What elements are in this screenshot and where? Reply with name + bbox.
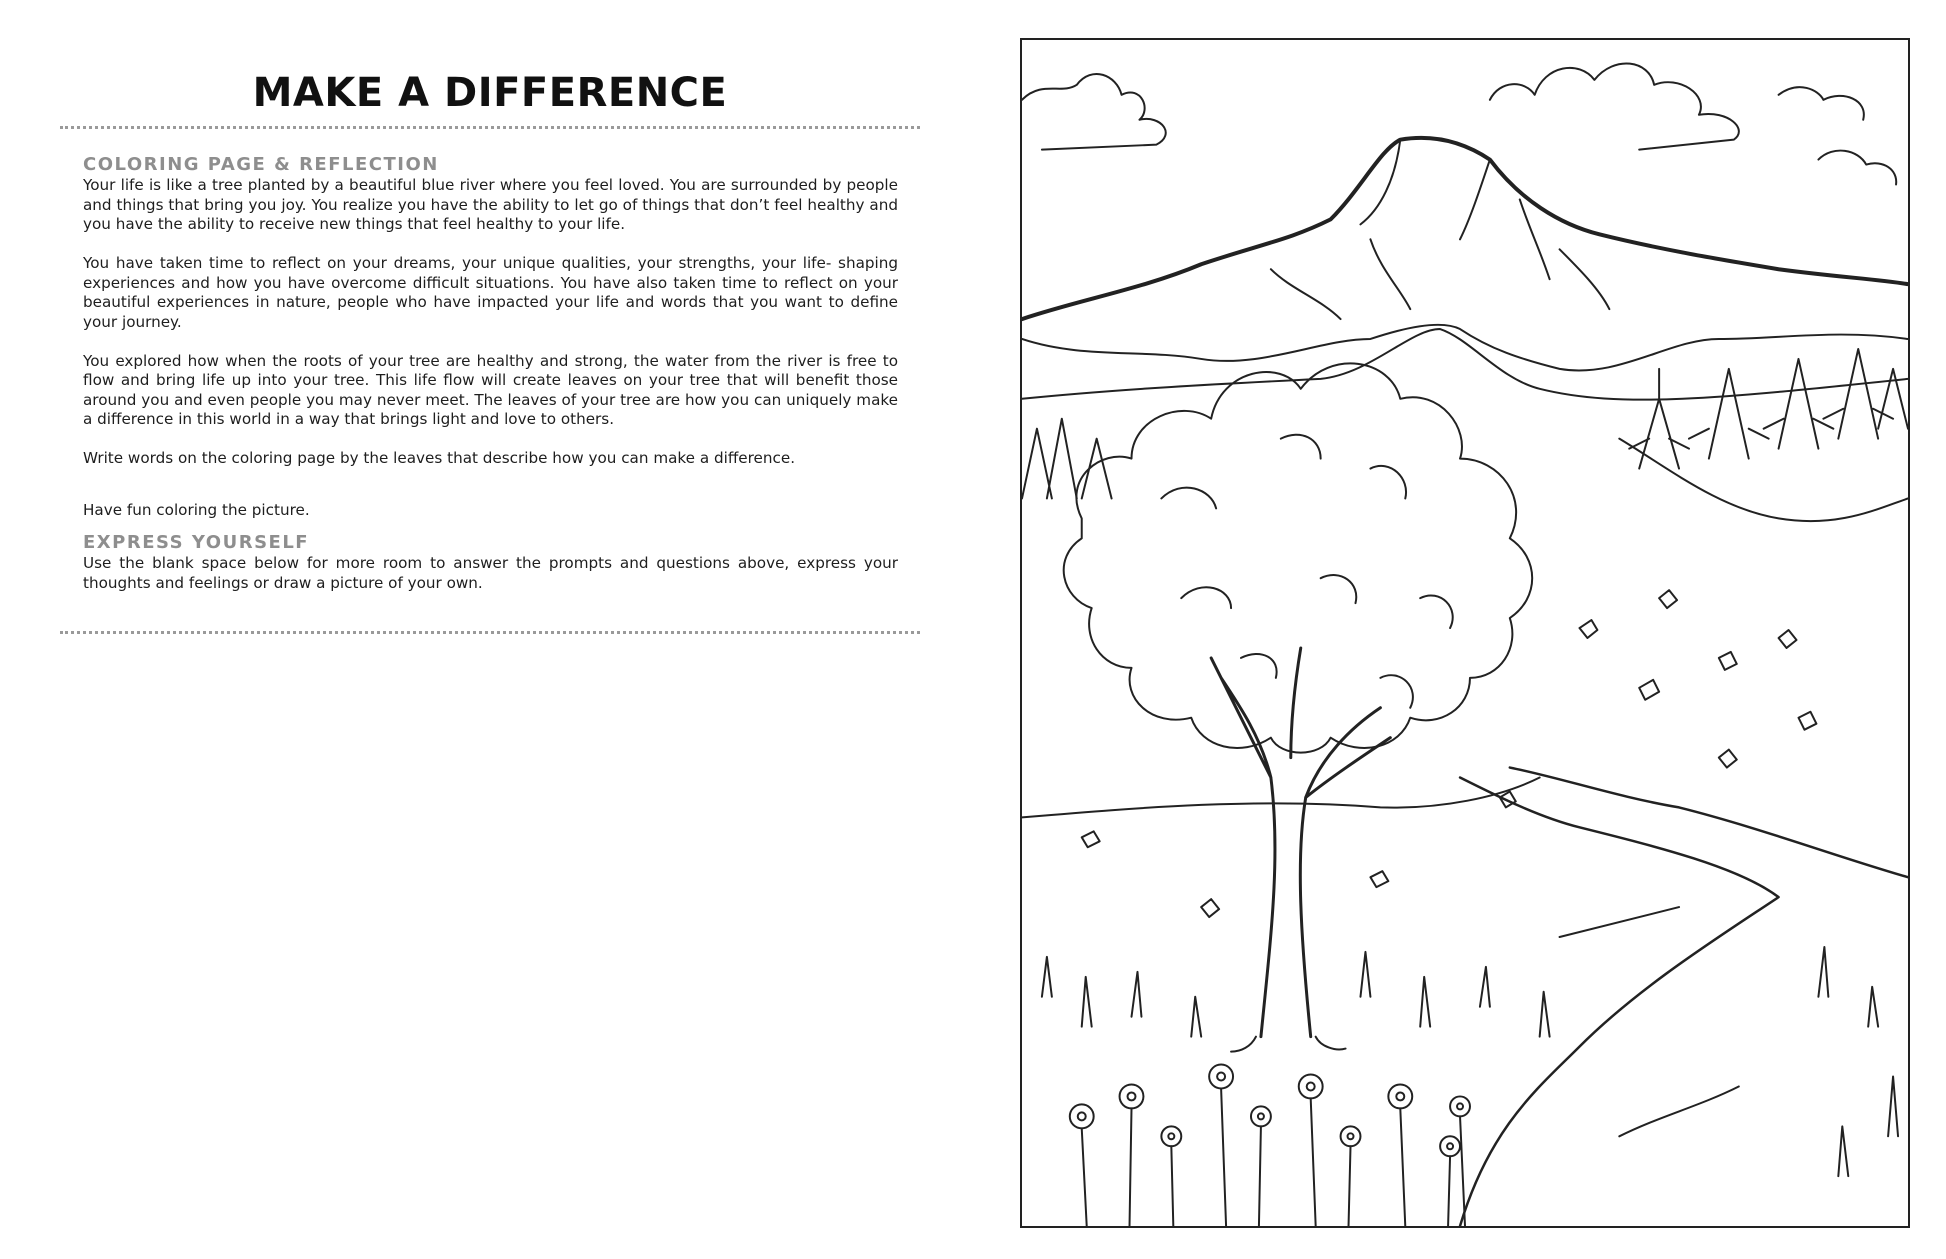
- reflection-paragraph-3: You explored how when the roots of your tree are healthy and strong, the water from the river is free to flow and bring life up into your tree. This life flow will create leaves on your tree that will benefit those around you and even people you may never meet. The leaves of your tree are how you can uniquely make a difference in this world in a way that brings light and love to others.: [83, 351, 898, 428]
- falling-leaves-icon: [1082, 590, 1817, 917]
- coloring-page-frame: [1020, 38, 1910, 1228]
- cloud-left-icon: [1022, 74, 1166, 150]
- reflection-page: [0, 0, 960, 1259]
- top-divider: [60, 126, 920, 129]
- tree-landscape-illustration: [1022, 40, 1908, 1226]
- reflection-paragraph-2: You have taken time to reflect on your dreams, your unique qualities, your strengths, your life- shaping experiences and how you have overcome difficult situations. You have also taken time to reflect on your beautiful experiences in nature, people who have impacted your life and words that you want to define your journey.: [83, 254, 898, 331]
- pine-trees-right-icon: [1629, 349, 1908, 469]
- cloud-right-icon: [1490, 63, 1739, 149]
- reflection-paragraph-5: Have fun coloring the picture.: [83, 500, 310, 519]
- reflection-paragraph-4: Write words on the coloring page by the leaves that describe how you can make a difference.: [83, 449, 796, 467]
- pine-trees-left-icon: [1022, 419, 1112, 499]
- express-heading: EXPRESS YOURSELF: [83, 532, 310, 553]
- reflection-heading: COLORING PAGE & REFLECTION: [83, 154, 439, 175]
- river-icon: [1460, 778, 1779, 1226]
- page-title: MAKE A DIFFERENCE: [252, 70, 728, 116]
- grass-icon: [1042, 947, 1898, 1176]
- reflection-paragraph-1: Your life is like a tree planted by a beautiful blue river where you feel loved. You are surrounded by people and things that bring you joy. You realize you have the ability to let go of things that don’t feel healthy and you have the ability to receive new things that feel healthy to your life.: [83, 176, 898, 233]
- daisy-flowers-icon: [1070, 1065, 1470, 1226]
- express-text: Use the blank space below for more room to answer the prompts and questions above, express your thoughts and feelings or draw a picture of your own.: [83, 554, 898, 592]
- reflection-content: [83, 154, 898, 593]
- tree-canopy-icon: [1064, 363, 1532, 752]
- bottom-divider: [60, 631, 920, 634]
